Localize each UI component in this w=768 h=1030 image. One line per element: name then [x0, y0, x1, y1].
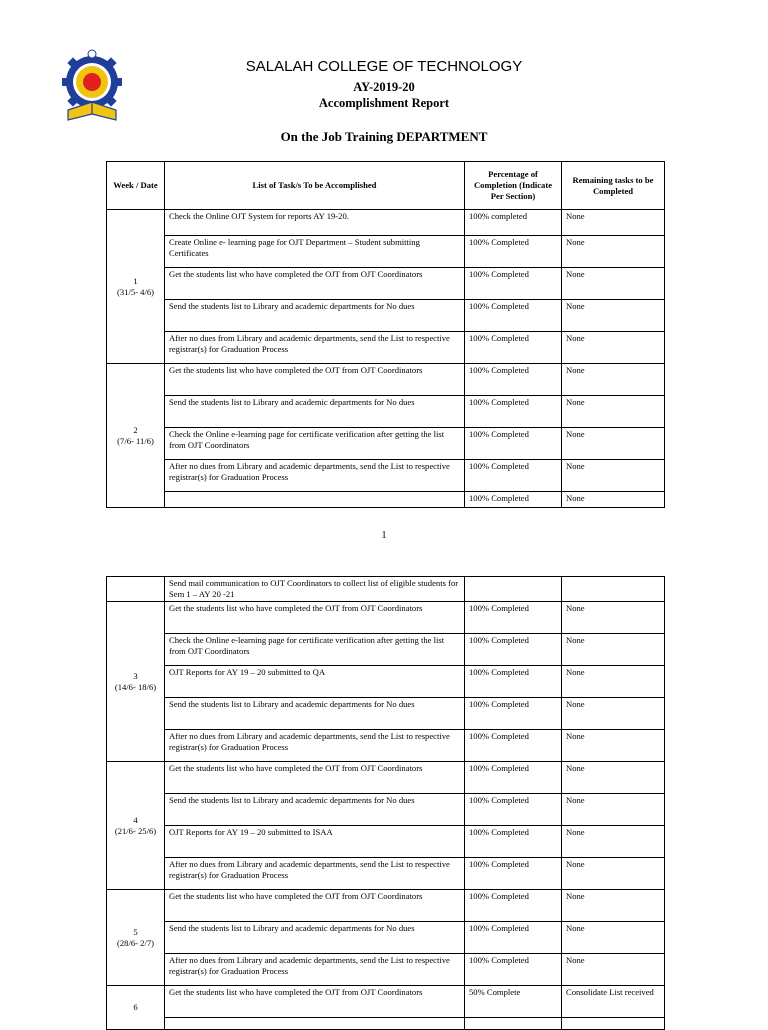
table-row	[107, 730, 665, 762]
percent-cell: 100% Completed	[465, 332, 562, 364]
remaining-cell: None	[562, 634, 665, 666]
task-cell: Get the students list who have completed the OJT from OJT Coordinators	[165, 890, 465, 922]
table-row	[107, 762, 665, 794]
task-cell: Send the students list to Library and academic departments for No dues	[165, 300, 465, 332]
table-row	[107, 890, 665, 922]
week-dates: (21/6- 25/6)	[114, 825, 157, 836]
remaining-cell: None	[562, 396, 665, 428]
percent-cell: 100% Completed	[465, 364, 562, 396]
remaining-cell: None	[562, 236, 665, 268]
week-cell	[107, 602, 165, 762]
percent-cell: 100% Completed	[465, 460, 562, 492]
remaining-cell: None	[562, 826, 665, 858]
week-number: 3	[133, 670, 138, 681]
department-title: On the Job Training DEPARTMENT	[280, 129, 488, 144]
percent-cell: 100% Completed	[465, 858, 562, 890]
percent-cell: 100% Completed	[465, 428, 562, 460]
percent-cell: 100% Completed	[465, 890, 562, 922]
task-cell: Get the students list who have completed the OJT from OJT Coordinators	[165, 762, 465, 794]
task-cell: Create Online e- learning page for OJT Department – Student submitting Certificates	[165, 236, 465, 268]
page-number: 1	[381, 530, 387, 541]
table-row	[107, 634, 665, 666]
table-row	[107, 698, 665, 730]
remaining-cell: None	[562, 922, 665, 954]
task-cell: Get the students list who have completed the OJT from OJT Coordinators	[165, 602, 465, 634]
task-cell: After no dues from Library and academic departments, send the List to respective registrar(s) for Graduation Process	[165, 332, 465, 364]
task-cell: Check the Online OJT System for reports AY 19-20.	[165, 210, 465, 236]
remaining-cell: Consolidate List received	[562, 986, 665, 1018]
week-cell	[107, 577, 165, 602]
task-cell: Send the students list to Library and academic departments for No dues	[165, 396, 465, 428]
table-row	[107, 666, 665, 698]
percent-cell: 100% Completed	[465, 396, 562, 428]
week-dates: (7/6- 11/6)	[117, 435, 154, 446]
remaining-cell: None	[562, 210, 665, 236]
remaining-cell: None	[562, 364, 665, 396]
week-cell	[107, 364, 165, 508]
table-row	[107, 364, 665, 396]
task-cell: After no dues from Library and academic departments, send the List to respective registrar(s) for Graduation Process	[165, 730, 465, 762]
percent-cell: 100% completed	[465, 210, 562, 236]
percent-cell: 100% Completed	[465, 236, 562, 268]
remaining-cell: None	[562, 268, 665, 300]
remaining-cell: None	[562, 428, 665, 460]
remaining-cell: None	[562, 762, 665, 794]
percent-cell: 100% Completed	[465, 492, 562, 508]
task-cell: Check the Online e-learning page for certificate verification after getting the list from OJT Coordinators	[165, 428, 465, 460]
percent-column-header: Percentage of Completion (Indicate Per Section)	[465, 162, 562, 210]
tasks-table-page2	[106, 576, 665, 1030]
remaining-cell: None	[562, 332, 665, 364]
percent-cell: 100% Completed	[465, 268, 562, 300]
task-cell: After no dues from Library and academic departments, send the List to respective registrar(s) for Graduation Process	[165, 460, 465, 492]
week-cell	[107, 890, 165, 986]
table-row	[107, 794, 665, 826]
week-dates: (14/6- 18/6)	[114, 681, 157, 692]
table-row	[107, 826, 665, 858]
percent-cell	[465, 577, 562, 602]
table-row	[107, 986, 665, 1018]
week-number: 4	[133, 814, 138, 825]
table-row	[107, 922, 665, 954]
task-cell: Send the students list to Library and academic departments for No dues	[165, 794, 465, 826]
task-cell: Check the Online e-learning page for certificate verification after getting the list from OJT Coordinators	[165, 634, 465, 666]
percent-cell: 100% Completed	[465, 730, 562, 762]
task-cell	[165, 492, 465, 508]
remaining-cell: None	[562, 858, 665, 890]
week-cell	[107, 986, 165, 1030]
percent-cell: 100% Completed	[465, 300, 562, 332]
task-cell: Get the students list who have completed the OJT from OJT Coordinators	[165, 986, 465, 1018]
table-row	[107, 858, 665, 890]
remaining-cell: None	[562, 602, 665, 634]
week-number: 2	[133, 424, 138, 435]
week-number: 6	[133, 1002, 138, 1012]
task-cell: Get the students list who have completed the OJT from OJT Coordinators	[165, 268, 465, 300]
task-cell: Get the students list who have completed the OJT from OJT Coordinators	[165, 364, 465, 396]
percent-cell: 100% Completed	[465, 666, 562, 698]
percent-cell: 100% Completed	[465, 634, 562, 666]
remaining-cell: None	[562, 730, 665, 762]
percent-cell: 100% Completed	[465, 602, 562, 634]
college-name: SALALAH COLLEGE OF TECHNOLOGY	[245, 58, 523, 75]
remaining-cell: None	[562, 794, 665, 826]
table-row	[107, 577, 665, 602]
week-dates: (28/6- 2/7)	[117, 937, 154, 948]
week-column-header: Week / Date	[107, 162, 165, 210]
percent-cell: 100% Completed	[465, 698, 562, 730]
task-cell: OJT Reports for AY 19 – 20 submitted to ISAA	[165, 826, 465, 858]
table-row	[107, 954, 665, 986]
remaining-cell: None	[562, 954, 665, 986]
percent-cell: 100% Completed	[465, 922, 562, 954]
table-row	[107, 396, 665, 428]
percent-cell: 100% Completed	[465, 826, 562, 858]
week-cell	[107, 210, 165, 364]
remaining-cell: None	[562, 698, 665, 730]
tasks-column-header: List of Task/s To be Accomplished	[165, 162, 465, 210]
percent-cell: 100% Completed	[465, 762, 562, 794]
table-row	[107, 602, 665, 634]
week-number: 5	[133, 926, 138, 937]
table-row	[107, 210, 665, 236]
remaining-cell: None	[562, 492, 665, 508]
table-row	[107, 428, 665, 460]
remaining-cell: None	[562, 460, 665, 492]
task-cell: OJT Reports for AY 19 – 20 submitted to QA	[165, 666, 465, 698]
remaining-cell: None	[562, 300, 665, 332]
task-cell: Send the students list to Library and academic departments for No dues	[165, 698, 465, 730]
week-number: 1	[133, 275, 138, 286]
remaining-cell: None	[562, 666, 665, 698]
table-row	[107, 332, 665, 364]
remaining-cell	[562, 577, 665, 602]
table-row	[107, 268, 665, 300]
table-row	[107, 236, 665, 268]
percent-cell: 100% Completed	[465, 794, 562, 826]
table-row	[107, 460, 665, 492]
tasks-table-page1	[106, 161, 665, 508]
task-cell: Send the students list to Library and academic departments for No dues	[165, 922, 465, 954]
remaining-cell: None	[562, 890, 665, 922]
week-cell	[107, 762, 165, 890]
percent-cell: 50% Complete	[465, 986, 562, 1018]
report-title: Accomplishment Report	[318, 96, 450, 110]
task-cell: After no dues from Library and academic departments, send the List to respective registrar(s) for Graduation Process	[165, 858, 465, 890]
academic-year: AY-2019-20	[353, 80, 415, 94]
table-row	[107, 492, 665, 508]
remaining-column-header: Remaining tasks to be Completed	[562, 162, 665, 210]
task-cell: Send mail communication to OJT Coordinators to collect list of eligible students for Sem 1 – AY 20 -21	[165, 577, 465, 602]
percent-cell: 100% Completed	[465, 954, 562, 986]
week-dates: (31/5- 4/6)	[117, 286, 154, 297]
table-row	[107, 300, 665, 332]
task-cell: After no dues from Library and academic departments, send the List to respective registrar(s) for Graduation Process	[165, 954, 465, 986]
